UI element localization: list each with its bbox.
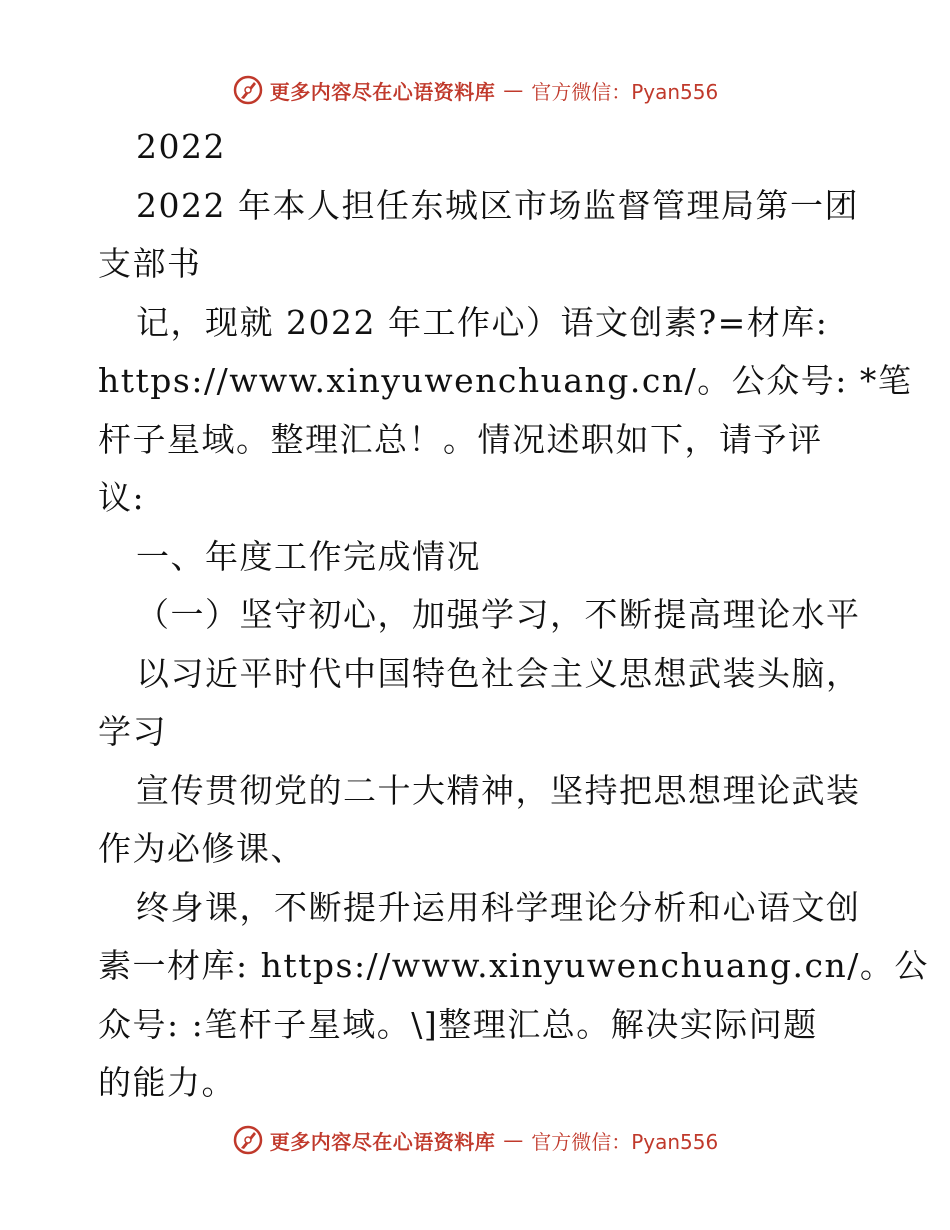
text-line: 支部书 [98,244,202,283]
quill-logo-icon [232,74,264,106]
quill-logo-icon [232,1124,264,1156]
text-line: 2022 年本人担任东城区市场监督管理局第一团 [136,185,859,225]
header-watermark-banner [0,70,950,110]
text-line: 记，现就 2022 年工作心）语文创素?=材库: [136,302,829,342]
text-line: 议: [98,478,146,517]
text-line: 以习近平时代中国特色社会主义思想武装头脑， [136,653,861,693]
text-line: 杆子星域。整理汇总！。情况述职如下，请予评 [98,419,823,459]
text-line: 的能力。 [98,1063,236,1102]
text-line: 学习 [98,712,167,751]
text-line: 作为必修课、 [98,829,305,868]
text-line: https://www.xinyuwenchuang.cn/。公众号: *笔 [98,361,913,400]
banner-brand-text: 更多内容尽在心语资料库 [269,79,496,104]
text-line: 终身课，不断提升运用科学理论分析和心语文创 [136,887,861,927]
footer-watermark-banner [0,1120,950,1160]
banner-wechat-text: 官方微信：Pyan556 [531,79,719,104]
text-line: 素一材库: https://www.xinyuwenchuang.cn/。公 [98,946,929,985]
text-line: 一、年度工作完成情况 [136,536,481,576]
text-line: 众号: :笔杆子星域。\]整理汇总。解决实际问题 [98,1004,818,1044]
banner-separator: — [503,1128,524,1152]
text-line: （一）坚守初心，加强学习，不断提高理论水平 [136,595,861,634]
text-line: 2022 [136,127,226,166]
banner-separator: — [503,78,524,102]
banner-wechat-text: 官方微信：Pyan556 [531,1129,719,1154]
document-body [98,118,929,1113]
text-line: 宣传贯彻党的二十大精神，坚持把思想理论武装 [136,770,861,810]
banner-brand-text: 更多内容尽在心语资料库 [269,1129,496,1154]
